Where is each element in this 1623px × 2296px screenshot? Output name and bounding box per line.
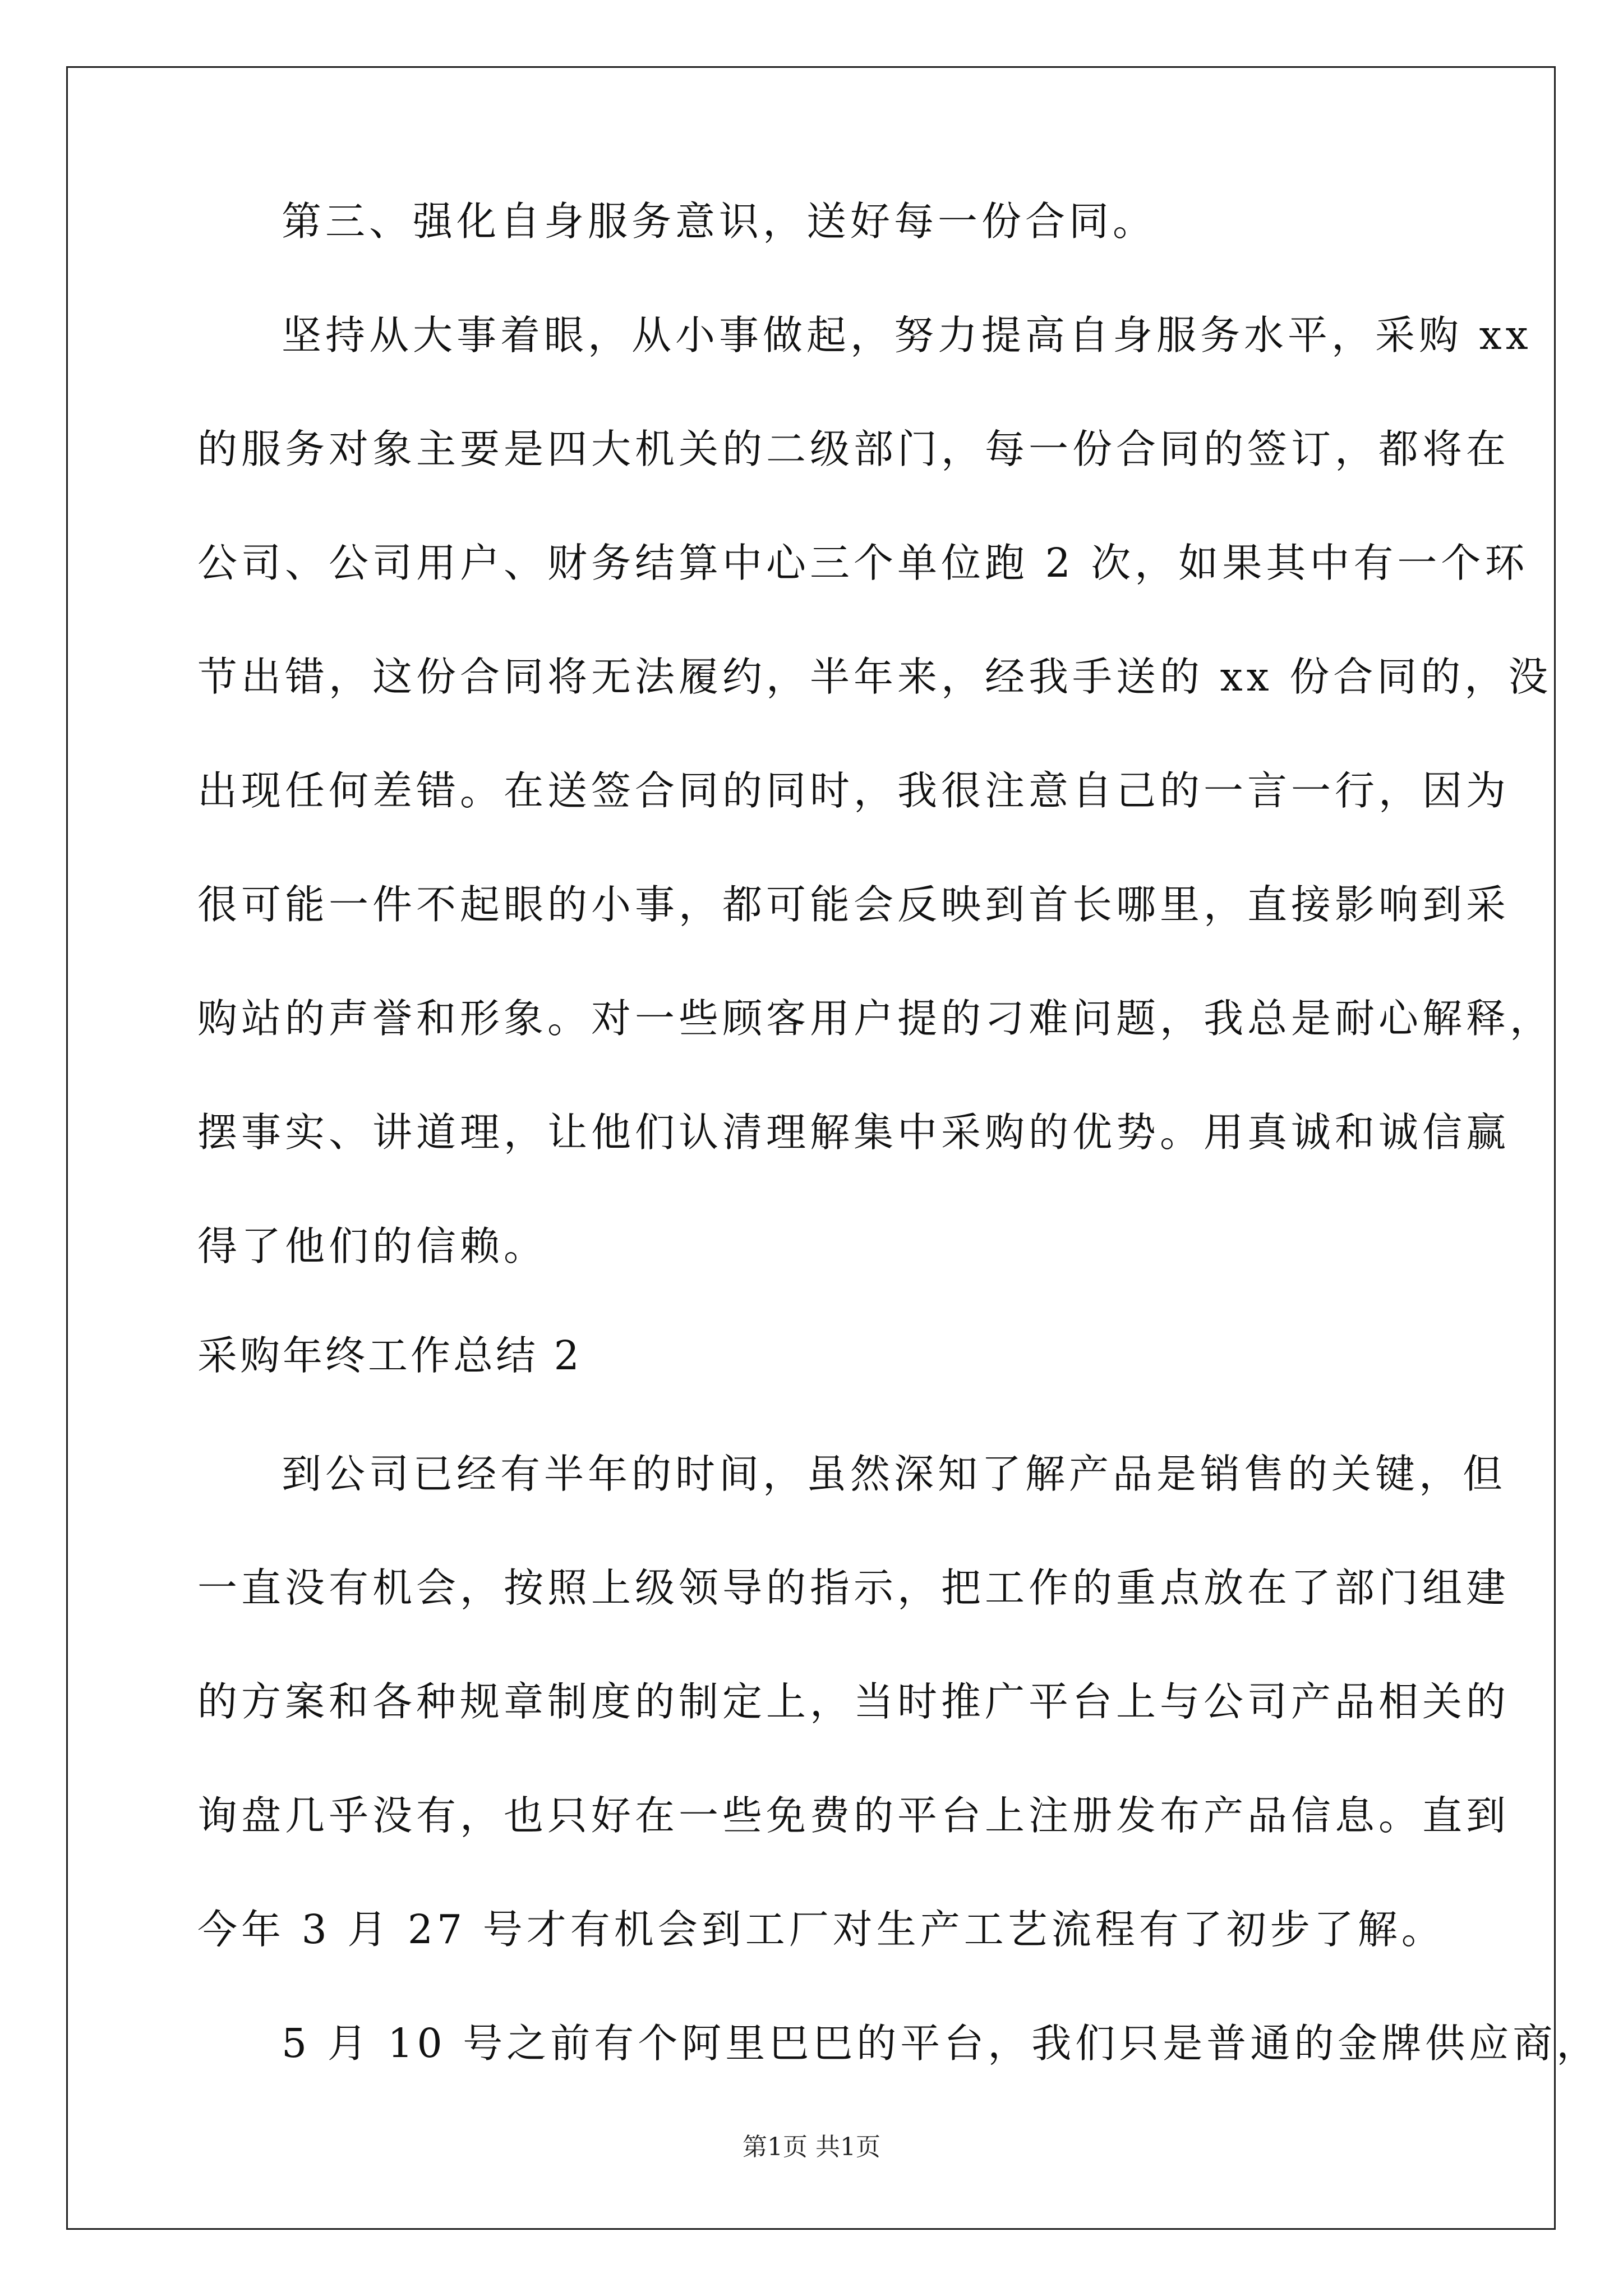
paragraph-line: 很可能一件不起眼的小事，都可能会反映到首长哪里，直接影响到采 bbox=[197, 881, 1510, 928]
paragraph-line: 第三、强化自身服务意识，送好每一份合同。 bbox=[282, 198, 1157, 245]
paragraph-line: 坚持从大事着眼，从小事做起，努力提高自身服务水平，采购 xx bbox=[282, 312, 1532, 358]
paragraph-line: 公司、公司用户、财务结算中心三个单位跑 2 次，如果其中有一个环 bbox=[197, 540, 1529, 586]
paragraph-line: 得了他们的信赖。 bbox=[197, 1223, 548, 1269]
paragraph-line: 一直没有机会，按照上级领导的指示，把工作的重点放在了部门组建 bbox=[197, 1565, 1510, 1611]
paragraph-line: 到公司已经有半年的时间，虽然深知了解产品是销售的关键，但 bbox=[282, 1451, 1507, 1497]
paragraph-line: 的方案和各种规章制度的制定上，当时推广平台上与公司产品相关的 bbox=[197, 1678, 1510, 1725]
paragraph-line: 节出错，这份合同将无法履约，半年来，经我手送的 xx 份合同的，没 bbox=[197, 654, 1552, 700]
paragraph-line: 询盘几乎没有，也只好在一些免费的平台上注册发布产品信息。直到 bbox=[197, 1792, 1510, 1839]
paragraph-line: 今年 3 月 27 号才有机会到工厂对生产工艺流程有了初步了解。 bbox=[197, 1906, 1445, 1953]
section-heading: 采购年终工作总结 2 bbox=[197, 1332, 582, 1379]
paragraph-line: 购站的声誉和形象。对一些顾客用户提的刁难问题，我总是耐心解释， bbox=[197, 995, 1554, 1042]
paragraph-line: 出现任何差错。在送签合同的同时，我很注意自己的一言一行，因为 bbox=[197, 767, 1510, 814]
page-number-footer: 第1页 共1页 bbox=[743, 2133, 880, 2161]
paragraph-line: 5 月 10 号之前有个阿里巴巴的平台，我们只是普通的金牌供应商， bbox=[282, 2020, 1601, 2067]
paragraph-line: 的服务对象主要是四大机关的二级部门，每一份合同的签订，都将在 bbox=[197, 426, 1510, 472]
paragraph-line: 摆事实、讲道理，让他们认清理解集中采购的优势。用真诚和诚信赢 bbox=[197, 1109, 1510, 1156]
